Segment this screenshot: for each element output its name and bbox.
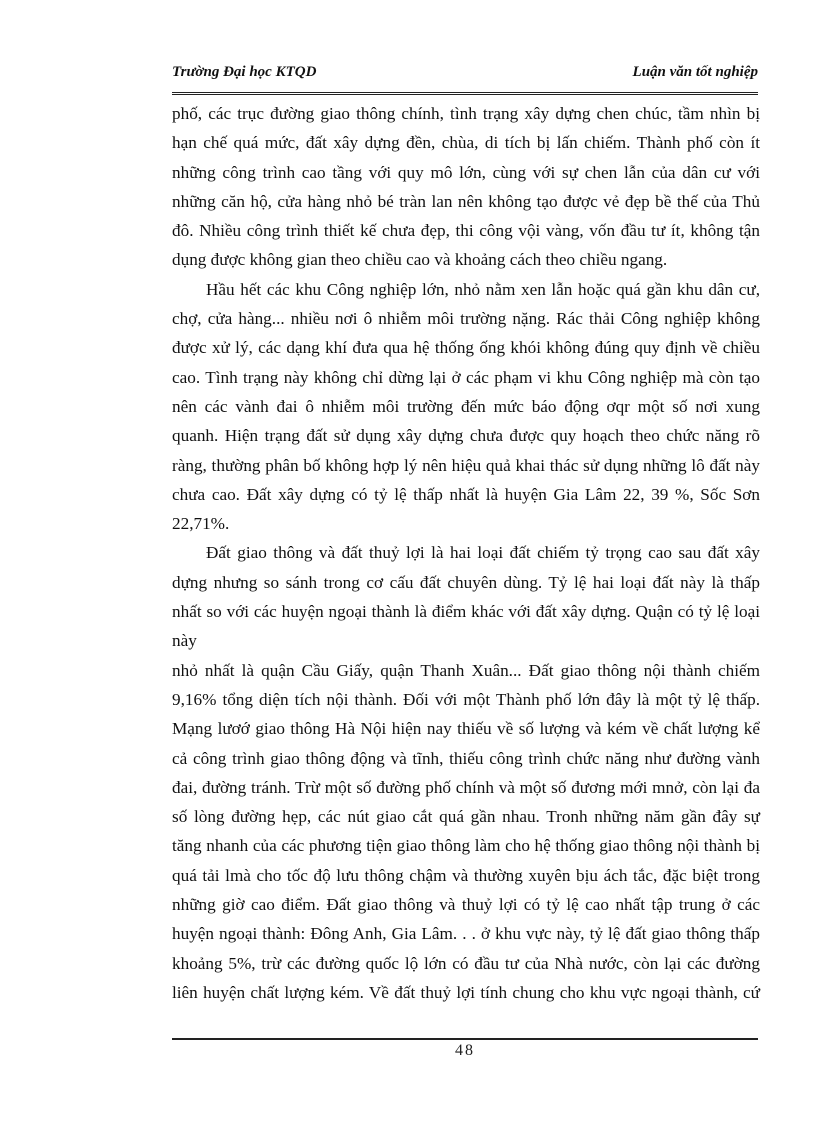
text-line: này bbox=[172, 631, 197, 651]
text-line: phố, các trục đường giao thông chính, tình trạng xây dựng chen chúc, tầm nhìn bị bbox=[172, 104, 760, 123]
page-header bbox=[172, 62, 758, 95]
text-line: nên các vành đai ô nhiễm môi trường đến mức báo động ơqr một số nơi xung bbox=[172, 396, 760, 416]
text-line: được xử lý, các dạng khí đưa qua hệ thống ống khói không đúng quy định về chiều bbox=[172, 338, 760, 358]
text-line: Mạng lươớ giao thông Hà Nội hiện nay thiếu về số lượng và kém về chất lượng kể bbox=[172, 719, 760, 739]
text-line: cả công trình giao thông động và tĩnh, thiếu công trình chức năng như đường vành bbox=[172, 748, 760, 768]
text-line: dụng được không gian theo chiều cao và khoảng cách theo chiều ngang. bbox=[172, 250, 668, 270]
text-line: chưa cao. Đất xây dựng có tỷ lệ thấp nhất là huyện Gia Lâm 22, 39 %, Sốc Sơn bbox=[172, 484, 760, 504]
text-line: quanh. Hiện trạng đất sử dụng xây dựng chưa được quy hoạch theo chức năng rõ bbox=[172, 426, 760, 446]
text-line: những công trình cao tầng với quy mô lớn, cùng với sự chen lẫn của dân cư với bbox=[172, 162, 760, 182]
text-line: dựng nhưng so sánh trong cơ cấu đất chuyên dùng. Tỷ lệ hai loại đất này là thấp bbox=[172, 572, 760, 592]
text-line: 9,16% tổng diện tích nội thành. Đối với một Thành phố lớn đây là một tỷ lệ thấp. bbox=[172, 689, 760, 709]
text-line: những giờ cao điểm. Đất giao thông và thuỷ lợi có tỷ lệ cao nhất tập trung ở các bbox=[172, 895, 760, 915]
text-line: ràng, thường phân bố không hợp lý nên hiệu quả khai thác sử dụng những lô đất này bbox=[172, 455, 760, 475]
text-line: quá tải lmà cho tốc độ lưu thông chậm và thường xuyên bịu ách tắc, đặc biệt trong bbox=[172, 865, 760, 885]
body-text bbox=[172, 99, 760, 1007]
text-line: nhất so với các huyện ngoại thành là điểm khác với đất xây dựng. Quận có tỷ lệ loại bbox=[172, 602, 760, 622]
text-line: những căn hộ, cửa hàng nhỏ bé tràn lan nên không tạo được vẻ đẹp bề thế của Thủ bbox=[172, 191, 760, 211]
text-line: huyện ngoại thành: Đông Anh, Gia Lâm. . . ở khu vực này, tỷ lệ đất giao thông thấp bbox=[172, 924, 760, 944]
header-document-type: Luận văn tốt nghiệp bbox=[632, 64, 758, 80]
text-line: khoảng 5%, trừ các đường quốc lộ lớn có đầu tư của Nhà nước, còn lại các đường bbox=[172, 953, 760, 973]
text-line: cao. Tình trạng này không chỉ dừng lại ở các phạm vi khu Công nghiệp mà còn tạo bbox=[172, 367, 760, 387]
text-line: 22,71%. bbox=[172, 514, 230, 534]
text-line: nhỏ nhất là quận Cầu Giấy, quận Thanh Xuân... Đất giao thông nội thành chiếm bbox=[172, 660, 760, 680]
text-line: đô. Nhiều công trình thiết kế chưa đẹp, thi công vội vàng, vốn đầu tư ít, không tận bbox=[172, 221, 760, 241]
text-line: hạn chế quá mức, đất xây dựng đền, chùa, di tích bị lấn chiếm. Thành phố còn ít bbox=[172, 133, 760, 153]
header-school-name: Trường Đại học KTQD bbox=[172, 64, 317, 80]
text-line: Đất giao thông và đất thuỷ lợi là hai loại đất chiếm tỷ trọng cao sau đất xây bbox=[206, 543, 760, 563]
text-line: số lòng đường hẹp, các nút giao cắt quá gần nhau. Tronh những năm gần đây sự bbox=[172, 807, 760, 827]
text-line: tăng nhanh của các phương tiện giao thông làm cho hệ thống giao thông nội thành bị bbox=[172, 836, 760, 856]
text-line: chợ, cửa hàng... nhiều nơi ô nhiễm môi trường nặng. Rác thải Công nghiệp không bbox=[172, 309, 760, 329]
text-line: liên huyện chất lượng kém. Về đất thuỷ lợi tính chung cho khu vực ngoại thành, cứ bbox=[172, 982, 760, 1002]
page-number: 48 bbox=[455, 1042, 475, 1059]
text-line: đai, đường tránh. Trừ một số đường phố chính và một số đương mới mnở, còn lại đa bbox=[172, 777, 760, 797]
text-line: Hầu hết các khu Công nghiệp lớn, nhỏ nằm xen lẫn hoặc quá gần khu dân cư, bbox=[206, 279, 760, 299]
page-footer bbox=[172, 1038, 758, 1059]
